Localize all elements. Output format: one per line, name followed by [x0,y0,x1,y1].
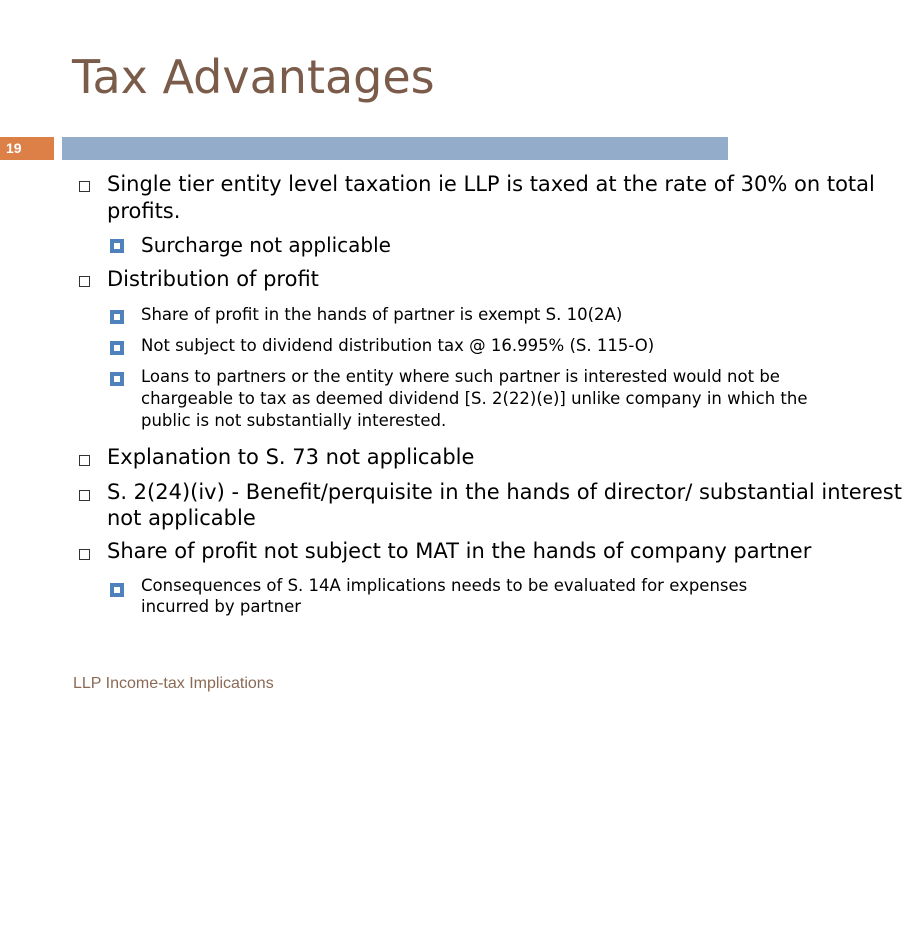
bullet-text: Single tier entity level taxation ie LLP is taxed at the rate of 30% on total [107,172,875,196]
level1-bullet-icon [79,549,90,560]
level1-bullet-icon [79,490,90,501]
level1-bullet-icon [79,276,90,287]
level2-bullet-icon [110,583,124,597]
level2-bullet-icon [110,341,124,355]
bullet-text: Not subject to dividend distribution tax @ 16.995% (S. 115-O) [141,336,655,355]
bullet-text: Surcharge not applicable [141,233,391,257]
bullet-text: Share of profit not subject to MAT in the hands of company partner [107,539,812,563]
slide-title: Tax Advantages [72,50,435,104]
level2-bullet-icon [110,239,124,253]
bullet-text: public is not substantially interested. [141,411,447,430]
bullet-text: Loans to partners or the entity where such partner is interested would not be [141,367,780,386]
level1-bullet-icon [79,181,90,192]
bullet-text: S. 2(24)(iv) - Benefit/perquisite in the hands of director/ substantial interest [107,480,902,504]
slide-footer: LLP Income-tax Implications [73,675,274,692]
bullet-text: chargeable to tax as deemed dividend [S. 2(22)(e)] unlike company in which the [141,389,808,408]
bullet-text: incurred by partner [141,597,302,616]
level2-bullet-icon [110,372,124,386]
bullet-text: profits. [107,199,181,223]
slide-number: 19 [0,137,54,160]
bullet-text: Explanation to S. 73 not applicable [107,445,475,469]
bullet-text: Consequences of S. 14A implications needs to be evaluated for expenses [141,576,748,595]
bullet-text: Distribution of profit [107,267,319,291]
level2-bullet-icon [110,310,124,324]
bullet-text: Share of profit in the hands of partner is exempt S. 10(2A) [141,305,623,324]
bullet-text: not applicable [107,506,256,530]
level1-bullet-icon [79,455,90,466]
